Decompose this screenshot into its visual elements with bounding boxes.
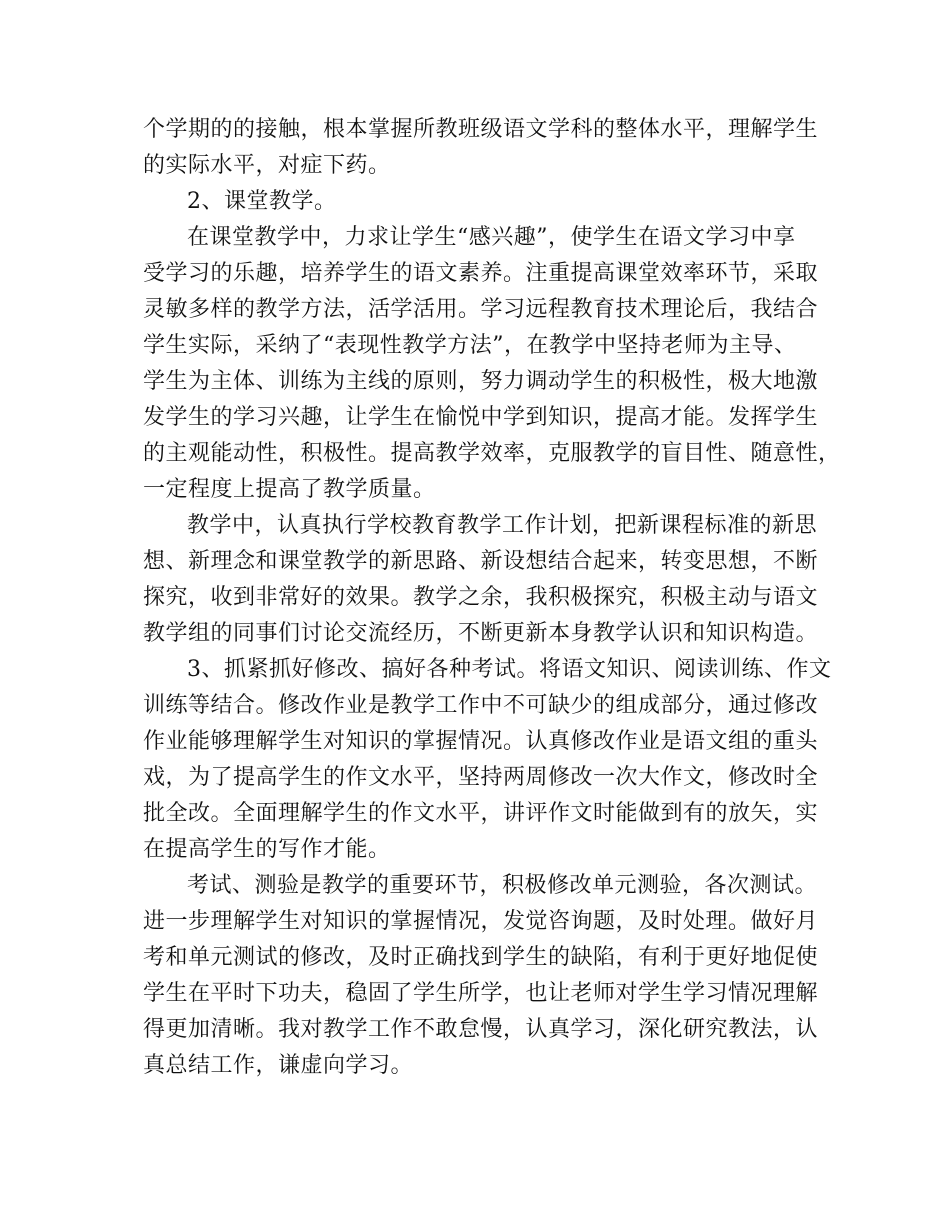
text-line: 在提高学生的写作才能。: [143, 837, 391, 862]
text-line: 发学生的学习兴趣，让学生在愉悦中学到知识，提高才能。发挥学生: [143, 405, 819, 430]
text-line: 考和单元测试的修改，及时正确找到学生的缺陷，有利于更好地促使: [143, 945, 819, 970]
text-line: 在课堂教学中，力求让学生“感兴趣”，使学生在语文学习中享: [187, 225, 796, 250]
text-line: 教学组的同事们讨论交流经历，不断更新本身教学认识和知识构造。: [143, 621, 819, 646]
text-line: 个学期的的接触，根本掌握所教班级语文学科的整体水平，理解学生: [143, 117, 819, 142]
text-line: 灵敏多样的教学方法，活学活用。学习远程教育技术理论后，我结合: [143, 297, 819, 322]
text-line: 教学中，认真执行学校教育教学工作计划，把新课程标准的新思: [187, 513, 818, 538]
text-line: 2、课堂教学。: [187, 189, 337, 214]
text-line: 探究，收到非常好的效果。教学之余，我积极探究，积极主动与语文: [143, 585, 819, 610]
text-line: 考试、测验是教学的重要环节，积极修改单元测验，各次测试。: [187, 873, 818, 898]
text-line: 真总结工作，谦虚向学习。: [143, 1053, 414, 1078]
text-line: 戏，为了提高学生的作文水平，坚持两周修改一次大作文，修改时全: [143, 765, 819, 790]
text-line: 3、抓紧抓好修改、搞好各种考试。将语文知识、阅读训练、作文: [187, 657, 832, 682]
text-line: 受学习的乐趣，培养学生的语文素养。注重提高课堂效率环节，采取: [143, 261, 819, 286]
text-line: 得更加清晰。我对教学工作不敢怠慢，认真学习，深化研究教法，认: [143, 1017, 819, 1042]
text-line: 一定程度上提高了教学质量。: [143, 477, 436, 502]
text-line: 批全改。全面理解学生的作文水平，讲评作文时能做到有的放矢，实: [143, 801, 819, 826]
text-line: 的实际水平，对症下药。: [143, 153, 391, 178]
text-line: 想、新理念和课堂教学的新思路、新设想结合起来，转变思想，不断: [143, 549, 819, 574]
text-line: 的主观能动性，积极性。提高教学效率，克服教学的盲目性、随意性，: [143, 441, 841, 466]
text-line: 学生实际，采纳了“表现性教学方法”，在教学中坚持老师为主导、: [143, 333, 797, 358]
text-line: 进一步理解学生对知识的掌握情况，发觉咨询题，及时处理。做好月: [143, 909, 819, 934]
document-body: [143, 112, 841, 1084]
text-line: 训练等结合。修改作业是教学工作中不可缺少的组成部分，通过修改: [143, 693, 819, 718]
text-line: 学生为主体、训练为主线的原则，努力调动学生的积极性，极大地激: [143, 369, 819, 394]
text-line: 学生在平时下功夫，稳固了学生所学，也让老师对学生学习情况理解: [143, 981, 819, 1006]
text-line: 作业能够理解学生对知识的掌握情况。认真修改作业是语文组的重头: [143, 729, 819, 754]
